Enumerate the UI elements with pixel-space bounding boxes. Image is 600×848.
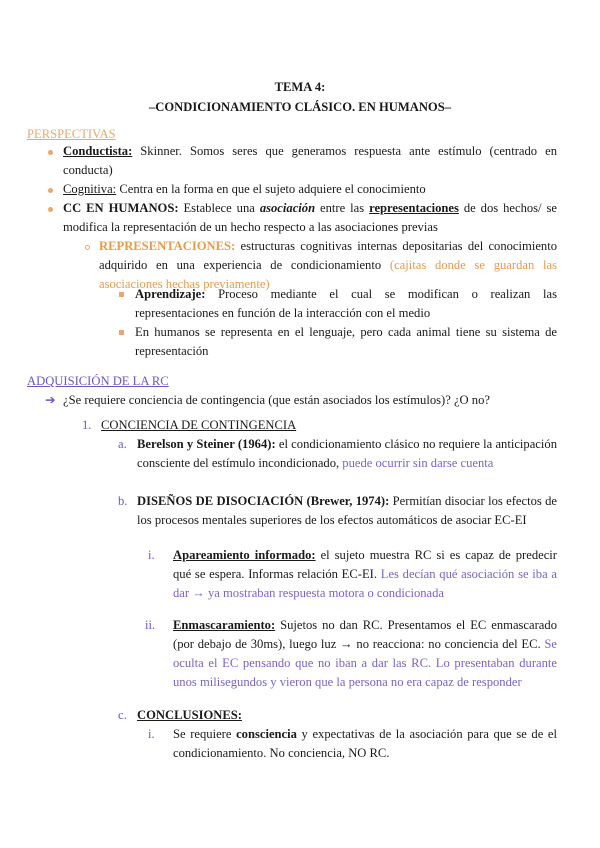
note-enmascaramiento: Se oculta el EC pensando que no iban a dar las RC. Lo presentaban durante unos milisegundos y vieron que la persona no era capaz de responder — [173, 637, 557, 689]
note-representaciones: (cajitas donde se guardan las asociaciones hechas previamente) — [99, 258, 558, 291]
text-apareamiento: el sujeto muestra RC si es capaz de predecir qué se espera. Informas relación EC-EI. — [173, 548, 557, 581]
note-apareamiento: Les decían qué asociación se iba a dar → ya mostraban respuesta motora o condicionada — [173, 567, 558, 600]
term-consciencia: consciencia — [236, 727, 297, 741]
term-representaciones: representaciones — [369, 201, 459, 215]
document-title: TEMA 4: — [274, 80, 326, 94]
text-cc-1: Establece una — [178, 201, 260, 215]
list-item-lenguaje: En humanos se representa en el lenguaje, pero cada animal tiene su sistema de representación — [135, 325, 557, 358]
bullet-square-icon — [119, 292, 124, 297]
list-letter-a: a. — [118, 437, 127, 451]
bullet-dot-icon — [48, 150, 53, 155]
label-enmascaramiento: Enmascaramiento: — [173, 618, 276, 632]
term-asociacion: asociación — [259, 201, 316, 215]
list-item-conclusion — [173, 725, 557, 763]
label-conductista: Conductista: — [63, 144, 133, 158]
list-letter-c: c. — [118, 708, 127, 722]
note-berelson: puede ocurrir sin darse cuenta — [342, 456, 494, 470]
list-item-conductista — [63, 142, 557, 180]
label-berelson: Berelson y Steiner (1964): — [137, 437, 276, 451]
label-cognitiva: Cognitiva: — [63, 182, 117, 196]
label-aprendizaje: Aprendizaje: — [135, 287, 206, 301]
label-representaciones: REPRESENTACIONES: — [99, 239, 236, 253]
bullet-square-icon — [119, 330, 124, 335]
text-enmascaramiento: Sujetos no dan RC. Presentamos el EC enmascarado (por debajo de 30ms), luego luz → no reacciona: no conciencia del EC. — [173, 618, 557, 651]
list-roman-i: i. — [148, 548, 155, 562]
text-conclusion-2: y expectativas de la asociación para que se de el condicionamiento. No conciencia, NO RC. — [173, 727, 557, 760]
list-item-cc-humanos — [63, 199, 557, 237]
bullet-dot-icon — [48, 188, 53, 193]
list-roman-i: i. — [148, 727, 155, 741]
document-subtitle: –CONDICIONAMIENTO CLÁSICO. EN HUMANOS– — [148, 100, 452, 114]
list-number: 1. — [82, 418, 92, 432]
bullet-circle-icon — [85, 245, 90, 250]
text-aprendizaje: Proceso mediante el cual se modifican o realizan las representaciones en función de la interacción con el medio — [135, 287, 557, 320]
list-item-apareamiento — [173, 546, 557, 603]
heading-conclusiones: CONCLUSIONES: — [137, 708, 242, 722]
list-item-disenos — [137, 492, 557, 530]
text-berelson: el condicionamiento clásico no requiere la anticipación consciente del estímulo incondicionado, — [137, 437, 557, 470]
text-conductista: Skinner. Somos seres que generamos respuesta ante estímulo (centrado en conducta) — [63, 144, 557, 177]
text-disenos: Permitían disociar los efectos de los procesos mentales superiores de los efectos automáticos de asociar EC-EI — [137, 494, 557, 527]
list-roman-ii: ii. — [145, 618, 156, 632]
label-disenos: DISEÑOS DE DISOCIACIÓN (Brewer, 1974): — [137, 494, 390, 508]
list-letter-b: b. — [118, 494, 128, 508]
text-cc-2: entre las — [315, 201, 370, 215]
section-heading-perspectivas: PERSPECTIVAS — [27, 127, 116, 141]
section-heading-adquisicion: ADQUISICIÓN DE LA RC — [27, 374, 169, 388]
text-cognitiva: Centra en la forma en que el sujeto adquiere el conocimiento — [116, 182, 426, 196]
list-item-enmascaramiento — [173, 616, 557, 692]
label-cc-humanos: CC EN HUMANOS: — [63, 201, 179, 215]
list-item-berelson — [137, 435, 557, 473]
arrow-right-icon: ➔ — [45, 393, 56, 407]
label-apareamiento: Apareamiento informado: — [173, 548, 316, 562]
bullet-dot-icon — [48, 207, 53, 212]
list-item-cognitiva — [63, 180, 557, 199]
text-conclusion-1: Se requiere — [173, 727, 237, 741]
list-item-aprendizaje — [135, 285, 557, 323]
question-text: ¿Se requiere conciencia de contingencia (que están asociados los estímulos)? ¿O no? — [63, 393, 490, 407]
heading-conciencia-contingencia: CONCIENCIA DE CONTINGENCIA — [101, 418, 297, 432]
text-representaciones: estructuras cognitivas internas depositarias del conocimiento adquirido en una experiencia de condicionamiento — [99, 239, 557, 272]
text-cc-3: de dos hechos/ se modifica la representación de un hecho respecto a las asociaciones previas — [63, 201, 557, 234]
